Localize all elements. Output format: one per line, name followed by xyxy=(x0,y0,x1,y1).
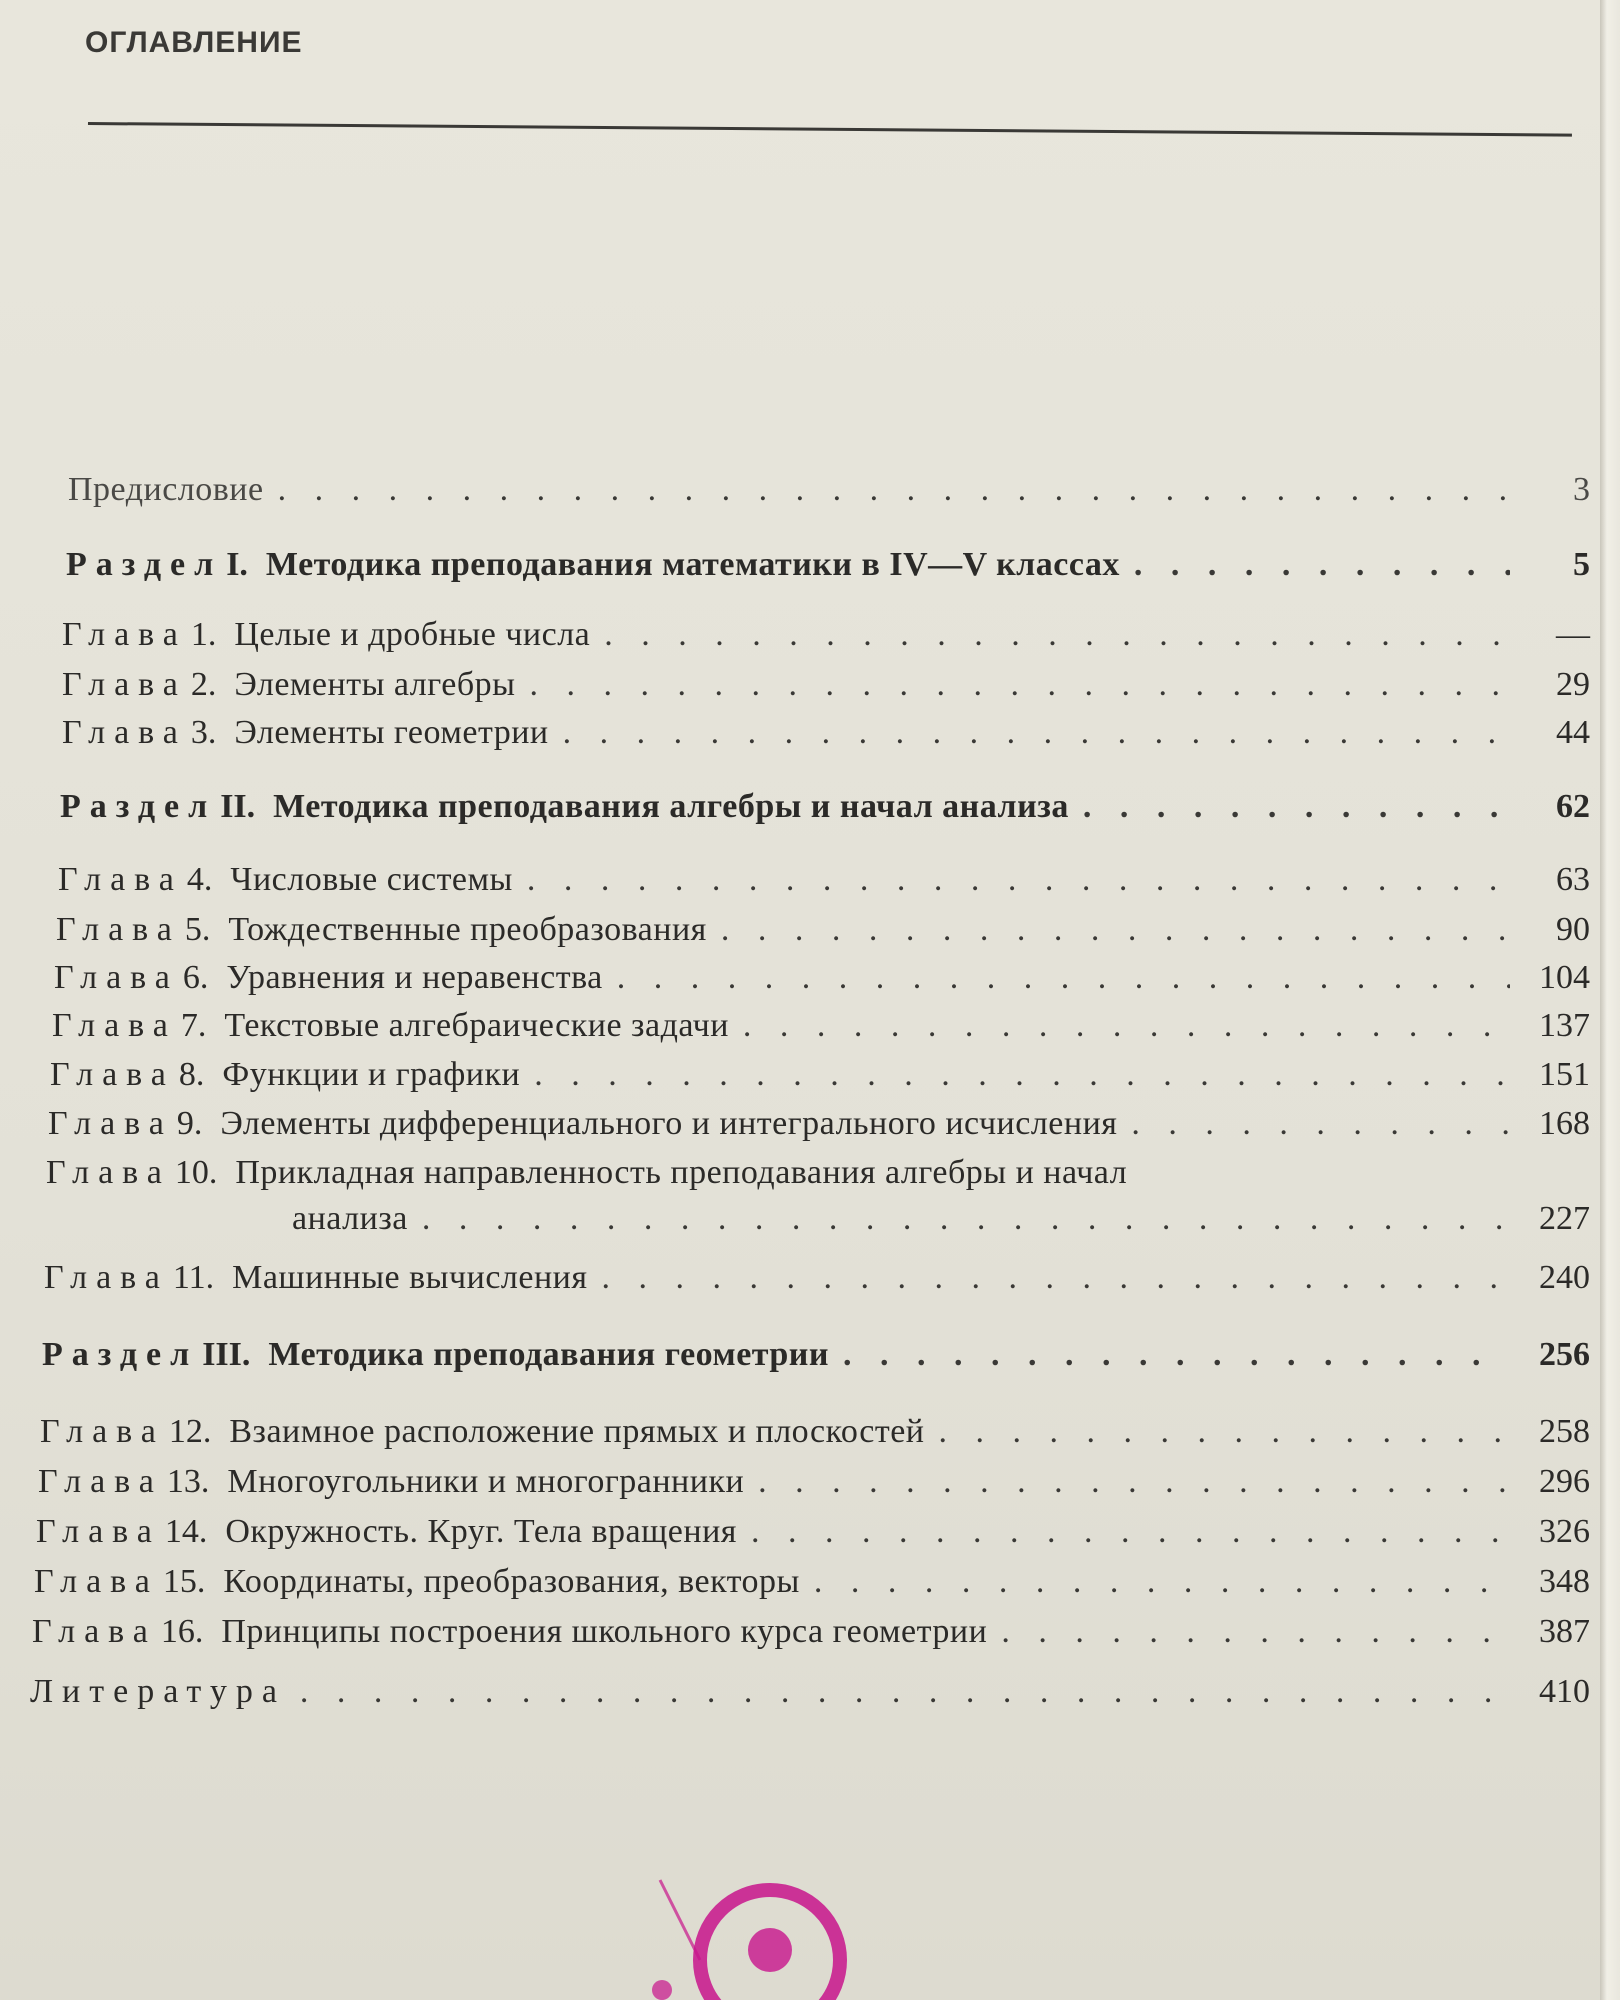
entry-number: 7. xyxy=(180,1007,207,1044)
toc-chapter-9 xyxy=(48,1104,1590,1144)
entry-page-number: 326 xyxy=(1539,1513,1590,1550)
entry-title: Элементы алгебры xyxy=(234,666,516,703)
entry-title: Тождественные преобразования xyxy=(228,911,707,948)
dot-leader xyxy=(527,860,1510,900)
entry-page-number: 62 xyxy=(1556,788,1590,825)
entry-page-number: 104 xyxy=(1539,959,1590,996)
toc-chapter-7 xyxy=(52,1006,1590,1046)
toc-chapter-5 xyxy=(56,910,1590,950)
entry-number: 3. xyxy=(190,714,217,751)
entry-page-number: 296 xyxy=(1539,1463,1590,1500)
entry-page-number: 29 xyxy=(1556,666,1590,703)
dot-leader xyxy=(422,1199,1510,1239)
page-edge xyxy=(1600,0,1620,2000)
entry-prefix: Глава xyxy=(62,616,187,653)
entry-page-number: 258 xyxy=(1539,1413,1590,1450)
entry-prefix: Глава xyxy=(52,1007,177,1044)
toc-chapter-10-continuation xyxy=(292,1199,1590,1239)
entry-prefix: Глава xyxy=(56,911,181,948)
entry-title: Многоугольники и многогранники xyxy=(227,1463,745,1500)
entry-number: 14. xyxy=(164,1513,208,1550)
entry-number: 16. xyxy=(160,1613,204,1650)
entry-prefix: Глава xyxy=(34,1563,159,1600)
dot-leader xyxy=(1083,787,1510,827)
entry-title: Предисловие xyxy=(68,471,264,508)
entry-title: Окружность. Круг. Тела вращения xyxy=(225,1513,737,1550)
entry-page-number: 410 xyxy=(1539,1673,1590,1710)
entry-title: Функции и графики xyxy=(222,1056,521,1093)
entry-title: Методика преподавания математики в IV—V классах xyxy=(265,546,1120,583)
entry-prefix: Глава xyxy=(62,714,187,751)
entry-page-number: 240 xyxy=(1539,1259,1590,1296)
entry-title: Числовые системы xyxy=(230,861,513,898)
entry-number: 15. xyxy=(162,1563,206,1600)
entry-title: анализа xyxy=(292,1200,408,1237)
entry-prefix: Глава xyxy=(54,959,179,996)
entry-prefix: Глава xyxy=(40,1413,165,1450)
toc-chapter-12 xyxy=(40,1412,1590,1452)
entry-number: 4. xyxy=(186,861,213,898)
entry-page-number: — xyxy=(1556,616,1590,653)
entry-title: Координаты, преобразования, векторы xyxy=(223,1563,800,1600)
dot-leader xyxy=(721,910,1510,950)
entry-number: 6. xyxy=(182,959,209,996)
dot-leader xyxy=(604,615,1510,655)
entry-page-number: 348 xyxy=(1539,1563,1590,1600)
entry-title: Методика преподавания геометрии xyxy=(268,1336,829,1373)
dot-leader xyxy=(1001,1612,1510,1652)
entry-page-number: 256 xyxy=(1539,1336,1590,1373)
dot-leader xyxy=(602,1258,1510,1298)
entry-prefix: Раздел xyxy=(60,788,217,825)
entry-number: 5. xyxy=(184,911,211,948)
entry-page-number: 137 xyxy=(1539,1007,1590,1044)
entry-number: 8. xyxy=(178,1056,205,1093)
dot-leader xyxy=(534,1055,1510,1095)
entry-prefix: Глава xyxy=(38,1463,163,1500)
entry-page-number: 5 xyxy=(1573,546,1590,583)
entry-prefix: Глава xyxy=(46,1154,171,1191)
entry-title: Взаимное расположение прямых и плоскостей xyxy=(229,1413,925,1450)
entry-page-number: 3 xyxy=(1573,471,1590,508)
toc-chapter-10 xyxy=(46,1153,1590,1193)
entry-number: 13. xyxy=(166,1463,210,1500)
entry-title: Текстовые алгебраические задачи xyxy=(224,1007,729,1044)
entry-number: I. xyxy=(226,546,248,583)
ink-stamp-mark xyxy=(620,1840,880,2000)
toc-section-1 xyxy=(66,545,1590,585)
entry-title: Элементы дифференциального и интегрального исчисления xyxy=(220,1105,1118,1142)
toc-chapter-14 xyxy=(36,1512,1590,1552)
entry-title: Машинные вычисления xyxy=(232,1259,588,1296)
entry-number: 1. xyxy=(190,616,217,653)
entry-number: 10. xyxy=(174,1154,218,1191)
entry-page-number: 387 xyxy=(1539,1613,1590,1650)
entry-number: 9. xyxy=(176,1105,203,1142)
dot-leader xyxy=(843,1335,1510,1375)
toc-chapter-8 xyxy=(50,1055,1590,1095)
dot-leader xyxy=(814,1562,1510,1602)
toc-chapter-2 xyxy=(62,665,1590,705)
entry-title: Принципы построения школьного курса геометрии xyxy=(221,1613,988,1650)
entry-page-number: 90 xyxy=(1556,911,1590,948)
toc-chapter-1 xyxy=(62,615,1590,655)
entry-number: 12. xyxy=(168,1413,212,1450)
entry-prefix: Глава xyxy=(36,1513,161,1550)
page-header-title: ОГЛАВЛЕНИЕ xyxy=(85,26,303,59)
dot-leader xyxy=(758,1462,1510,1502)
dot-leader xyxy=(751,1512,1510,1552)
toc-chapter-3 xyxy=(62,713,1590,753)
toc-chapter-11 xyxy=(44,1258,1590,1298)
dot-leader xyxy=(617,958,1510,998)
dot-leader xyxy=(530,665,1510,705)
entry-prefix: Глава xyxy=(32,1613,157,1650)
entry-title: Целые и дробные числа xyxy=(234,616,591,653)
entry-page-number: 227 xyxy=(1539,1200,1590,1237)
entry-prefix: Раздел xyxy=(42,1336,199,1373)
entry-page-number: 44 xyxy=(1556,714,1590,751)
toc-entry-literature xyxy=(30,1672,1590,1712)
dot-leader xyxy=(563,713,1510,753)
toc-chapter-15 xyxy=(34,1562,1590,1602)
entry-number: 2. xyxy=(190,666,217,703)
entry-prefix: Глава xyxy=(50,1056,175,1093)
entry-page-number: 168 xyxy=(1539,1105,1590,1142)
entry-number: II. xyxy=(220,788,256,825)
toc-entry-preface xyxy=(68,470,1590,510)
entry-title: Литература xyxy=(30,1673,286,1710)
entry-title: Прикладная направленность преподавания алгебры и начал xyxy=(235,1154,1128,1191)
toc-chapter-13 xyxy=(38,1462,1590,1502)
entry-prefix: Раздел xyxy=(66,546,223,583)
toc-section-2 xyxy=(60,787,1590,827)
dot-leader xyxy=(278,470,1510,510)
dot-leader xyxy=(300,1672,1510,1712)
dot-leader xyxy=(939,1412,1511,1452)
toc-chapter-6 xyxy=(54,958,1590,998)
entry-prefix: Глава xyxy=(44,1259,169,1296)
entry-page-number: 151 xyxy=(1539,1056,1590,1093)
entry-prefix: Глава xyxy=(58,861,183,898)
toc-chapter-4 xyxy=(58,860,1590,900)
entry-title: Элементы геометрии xyxy=(234,714,549,751)
dot-leader xyxy=(743,1006,1510,1046)
entry-page-number: 63 xyxy=(1556,861,1590,898)
dot-leader xyxy=(1131,1104,1510,1144)
entry-prefix: Глава xyxy=(48,1105,173,1142)
entry-number: III. xyxy=(202,1336,251,1373)
entry-number: 11. xyxy=(172,1259,215,1296)
entry-title: Методика преподавания алгебры и начал анализа xyxy=(273,788,1069,825)
entry-title: Уравнения и неравенства xyxy=(226,959,603,996)
toc-chapter-16 xyxy=(32,1612,1590,1652)
toc-section-3 xyxy=(42,1335,1590,1375)
entry-prefix: Глава xyxy=(62,666,187,703)
dot-leader xyxy=(1134,545,1510,585)
